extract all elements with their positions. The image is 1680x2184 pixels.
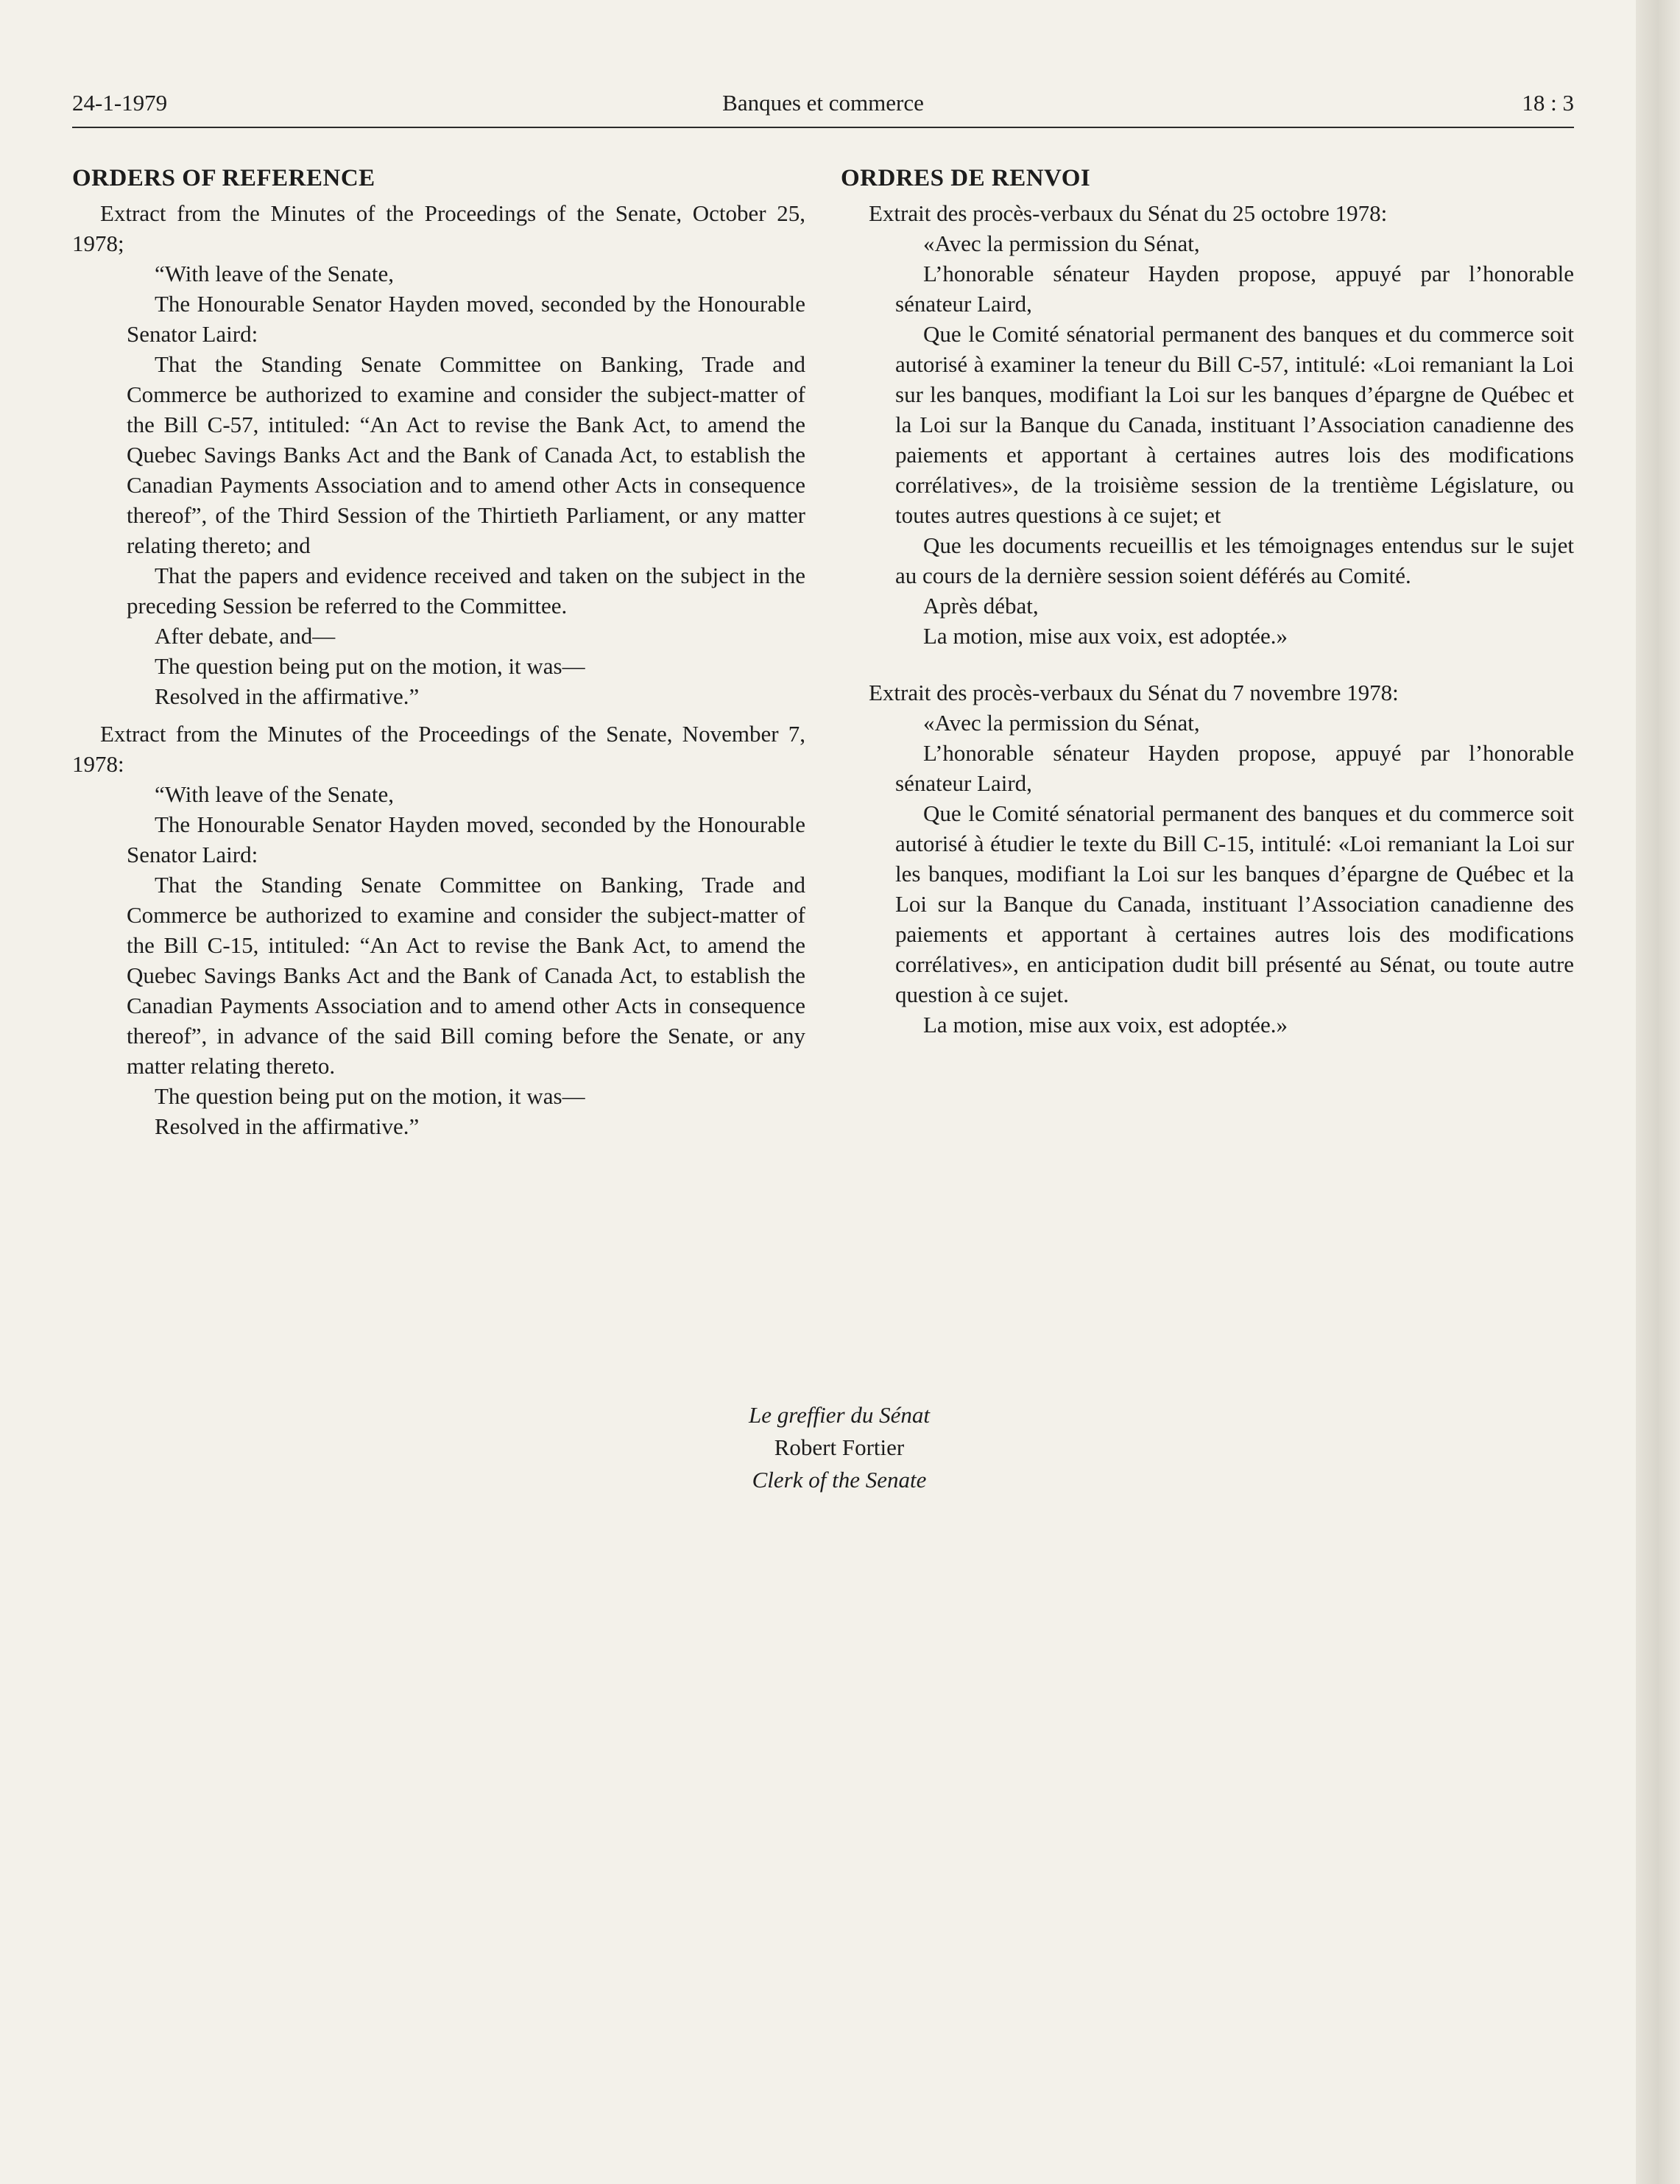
extract-2-en: Extract from the Minutes of the Proceedings of the Senate, November 7, 1978: (72, 721, 805, 777)
motion-adopted-2-fr: La motion, mise aux voix, est adoptée.» (923, 1012, 1288, 1038)
english-column (72, 163, 805, 1141)
resolved-1-en: Resolved in the affirmative.” (155, 683, 420, 709)
motion-moved-2-en: The Honourable Senator Hayden moved, seconded by the Honourable Senator Laird: (127, 811, 805, 867)
leave-1-en: “With leave of the Senate, (155, 261, 394, 286)
header-date: 24-1-1979 (72, 90, 168, 116)
signature-block (648, 1399, 1031, 1496)
french-column (841, 163, 1574, 1040)
signature-title-en: Clerk of the Senate (752, 1467, 927, 1493)
page-header (72, 87, 1574, 128)
papers-text-1-en: That the papers and evidence received and taken on the subject in the preceding Session be referred to the Committee. (127, 563, 805, 619)
leave-2-en: “With leave of the Senate, (155, 781, 394, 807)
extract-1-fr: Extrait des procès-verbaux du Sénat du 25 octobre 1978: (869, 200, 1388, 226)
motion-text-2-en: That the Standing Senate Committee on Banking, Trade and Commerce be authorized to examine and consider the subject-matter of the Bill C-15, intituled: “An Act to revise the Bank Act, to amend the Quebec Savings Banks Act and the Bank of Canada Act, to establish the Canadian Payments Association and to amend other Acts in consequence thereof”, in advance of the said Bill coming before the Senate, or any matter relating thereto. (127, 872, 805, 1079)
motion-text-1-en: That the Standing Senate Committee on Banking, Trade and Commerce be authorized to examine and consider the subject-matter of the Bill C-57, intituled: “An Act to revise the Bank Act, to amend the Quebec Savings Banks Act and the Bank of Canada Act, to establish the Canadian Payments Association and to amend other Acts in consequence thereof”, of the Third Session of the Thirtieth Parliament, or any matter relating thereto; and (127, 351, 805, 558)
debate-1-fr: Après débat, (923, 593, 1039, 619)
header-page-number: 18 : 3 (1522, 90, 1574, 116)
leave-1-fr: «Avec la permission du Sénat, (923, 230, 1200, 256)
motion-adopted-1-fr: La motion, mise aux voix, est adoptée.» (923, 623, 1288, 649)
section-heading-fr: ORDRES DE RENVOI (841, 165, 1091, 191)
extract-1-en: Extract from the Minutes of the Proceedings of the Senate, October 25, 1978; (72, 200, 805, 256)
motion-moved-2-fr: L’honorable sénateur Hayden propose, appuyé par l’honorable sénateur Laird, (895, 740, 1574, 796)
page-gutter (1636, 0, 1680, 2184)
section-heading-en: ORDERS OF REFERENCE (72, 165, 375, 191)
header-title: Banques et commerce (722, 90, 924, 116)
leave-2-fr: «Avec la permission du Sénat, (923, 710, 1200, 736)
question-2-en: The question being put on the motion, it was— (155, 1083, 585, 1109)
extract-2-fr: Extrait des procès-verbaux du Sénat du 7 novembre 1978: (869, 680, 1399, 705)
question-1-en: The question being put on the motion, it was— (155, 653, 585, 679)
motion-text-2-fr: Que le Comité sénatorial permanent des banques et du commerce soit autorisé à étudier le texte du Bill C-15, intitulé: «Loi remaniant la Loi sur les banques, modifiant la Loi sur les banques d’épargne de Québec et la Loi sur la Banque du Canada, instituant l’Association canadienne des paiements et apportant à certaines autres lois des modifications corrélatives», en anticipation dudit bill présenté au Sénat, ou toute autre question à ce sujet. (895, 800, 1574, 1007)
signature-name: Robert Fortier (774, 1434, 905, 1460)
papers-text-1-fr: Que les documents recueillis et les témoignages entendus sur le sujet au cours de la dernière session soient déférés au Comité. (895, 532, 1574, 588)
motion-text-1-fr: Que le Comité sénatorial permanent des banques et du commerce soit autorisé à examiner la teneur du Bill C-57, intitulé: «Loi remaniant la Loi sur les banques, modifiant la Loi sur les banques d’épargne de Québec et la Loi sur la Banque du Canada, instituant l’Association canadienne des paiements et apportant à certaines autres lois des modifications corrélatives», de la troisième session de la trentième Législature, ou toutes autres questions à ce sujet; et (895, 321, 1574, 528)
resolved-2-en: Resolved in the affirmative.” (155, 1113, 420, 1139)
motion-moved-1-fr: L’honorable sénateur Hayden propose, appuyé par l’honorable sénateur Laird, (895, 261, 1574, 317)
motion-moved-1-en: The Honourable Senator Hayden moved, seconded by the Honourable Senator Laird: (127, 291, 805, 347)
signature-title-fr: Le greffier du Sénat (749, 1402, 930, 1428)
debate-1-en: After debate, and— (155, 623, 336, 649)
